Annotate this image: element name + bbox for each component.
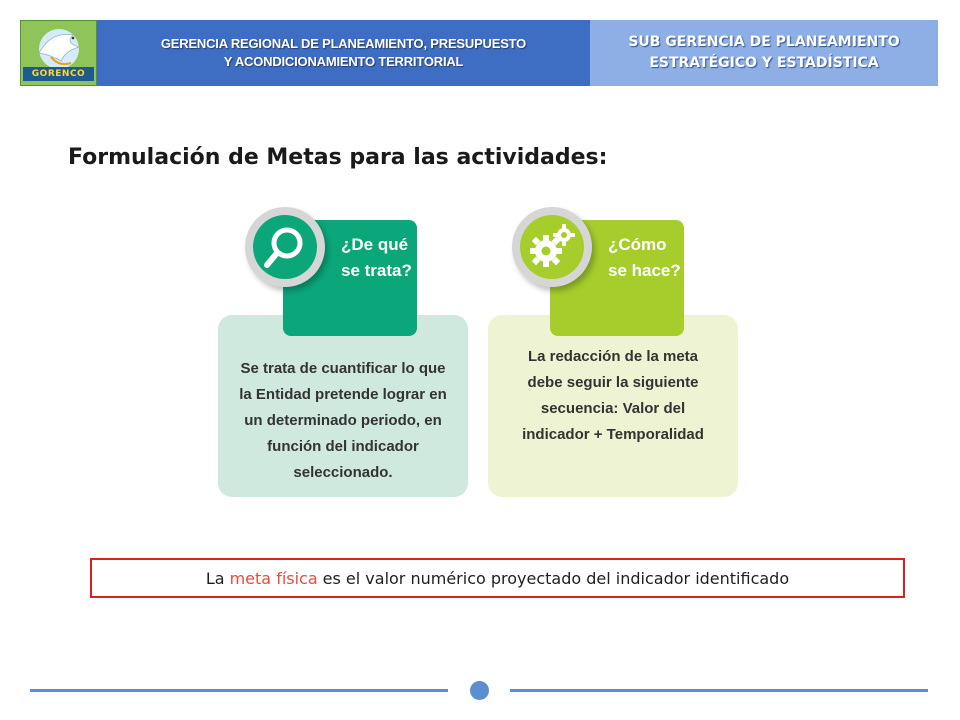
header-banner <box>20 20 938 86</box>
card-how-tab: ¿Cómo se hace? <box>550 220 684 336</box>
note-text-end: es el valor numérico proyectado del indicador identificado <box>322 568 790 588</box>
gorenco-logo <box>20 20 97 86</box>
magnifier-icon <box>261 223 309 271</box>
regional-office-title-line1: GERENCIA REGIONAL DE PLANEAMIENTO, PRESUPUESTO <box>160 36 527 51</box>
card-what-text: Se trata de cuantificar lo que la Entidad pretende lograr en un determinado periodo, en función del indicador seleccionado. <box>239 360 447 481</box>
sub-office-title <box>590 20 938 86</box>
footer-divider-left <box>30 689 448 692</box>
card-what-tab: ¿De qué se trata? <box>283 220 417 336</box>
regional-office-title <box>97 20 590 86</box>
card-what-icon-badge <box>245 207 325 287</box>
note-highlight: meta física <box>229 568 318 588</box>
card-how-body <box>488 315 738 497</box>
card-how-icon-badge <box>512 207 592 287</box>
gears-icon <box>526 221 578 273</box>
card-what-body <box>218 315 468 497</box>
footer-dot <box>470 681 489 700</box>
definition-note <box>90 558 905 598</box>
regional-office-title-line2: Y ACONDICIONAMIENTO TERRITORIAL <box>223 54 464 69</box>
sub-office-title-line2: ESTRATÉGICO Y ESTADÍSTICA <box>649 55 879 71</box>
card-how-text: La redacción de la meta debe seguir la siguiente secuencia: Valor del indicador + Temporalidad <box>522 348 704 443</box>
sub-office-title-line1: SUB GERENCIA DE PLANEAMIENTO <box>628 34 900 50</box>
logo-text: GORENCO <box>23 67 94 81</box>
note-text-start: La <box>205 568 225 588</box>
page-title: Formulación de Metas para las actividades: <box>68 145 608 170</box>
footer-divider-right <box>510 689 928 692</box>
